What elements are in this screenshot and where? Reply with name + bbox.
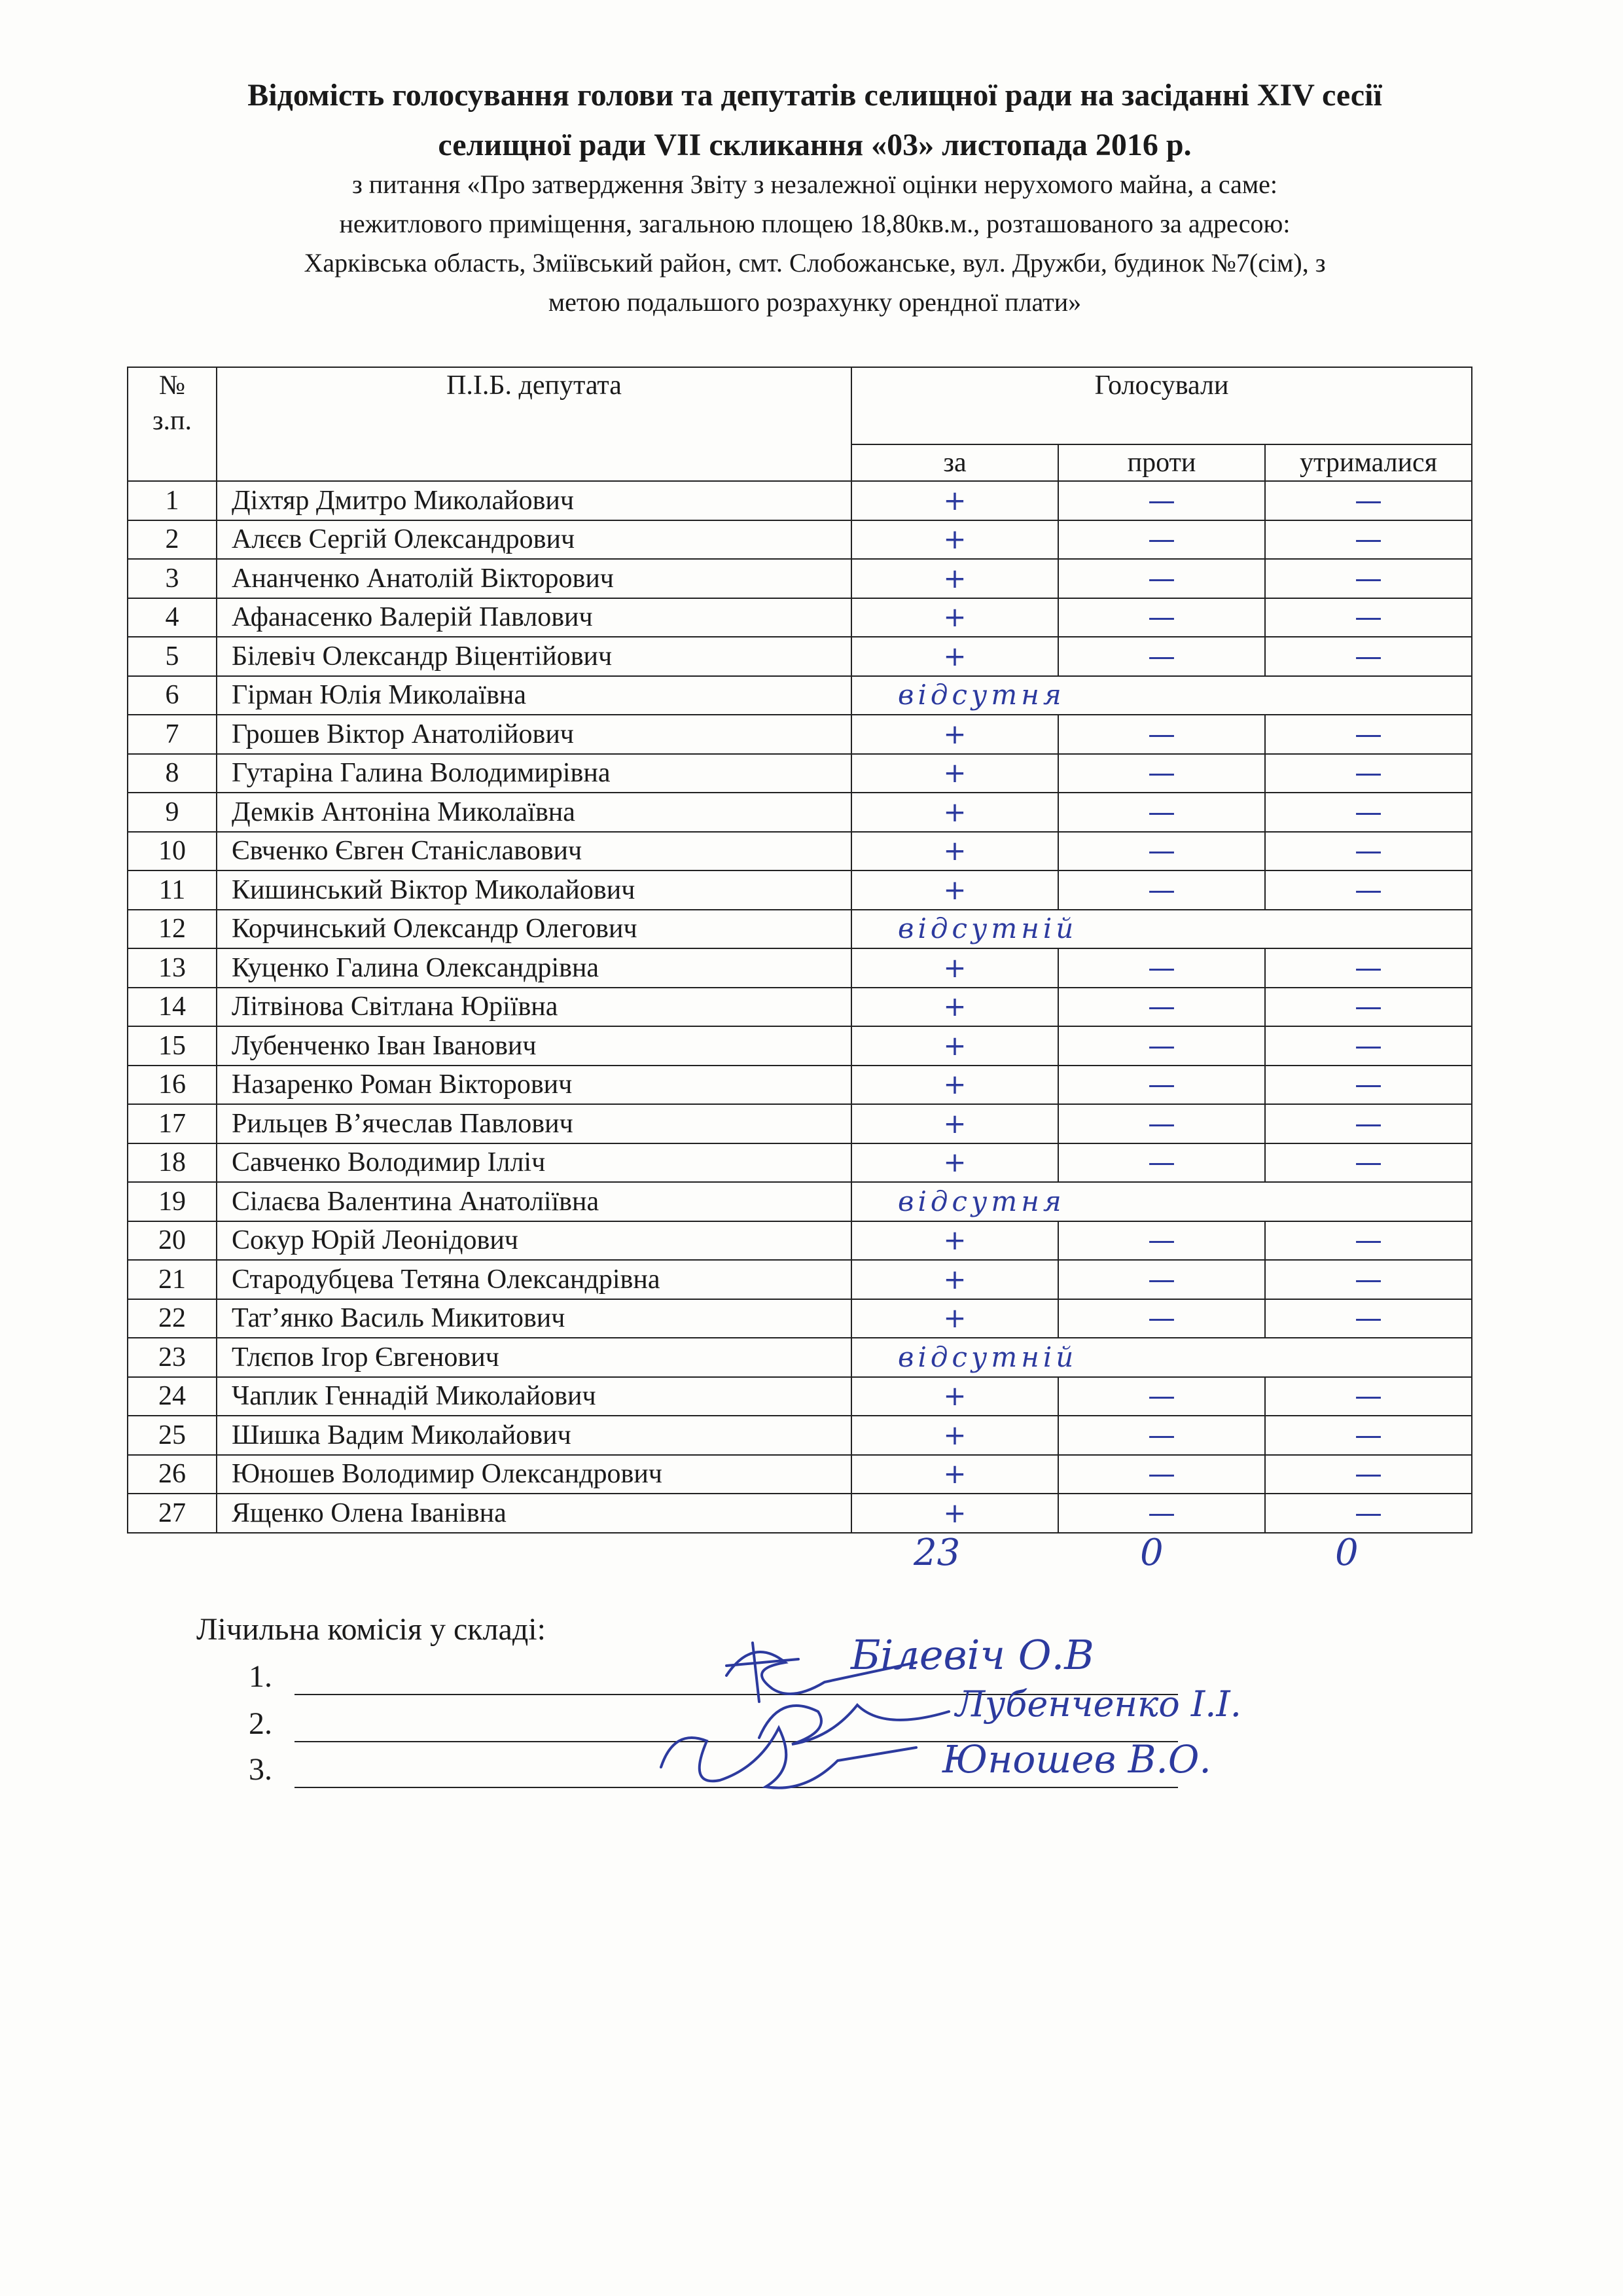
row-number: 25 (128, 1416, 217, 1455)
row-number: 5 (128, 637, 217, 676)
title-line-2: селищної ради VII скликання «03» листопада 2016 р. (438, 128, 1192, 162)
vote-for-mark: + (851, 1143, 1058, 1183)
vote-against-mark: — (1058, 1377, 1265, 1416)
deputy-name: Савченко Володимир Ілліч (217, 1143, 851, 1183)
row-number: 19 (128, 1182, 217, 1221)
absent-note: вiдсутнiй (851, 1338, 1472, 1377)
row-number: 14 (128, 988, 217, 1027)
deputy-name: Корчинський Олександр Олегович (217, 910, 851, 949)
vote-for-mark: + (851, 1377, 1058, 1416)
vote-abstained-mark: — (1265, 988, 1472, 1027)
row-number: 6 (128, 676, 217, 715)
vote-abstained-mark: — (1265, 1143, 1472, 1183)
row-number: 20 (128, 1221, 217, 1261)
absent-note: вiдсутня (851, 1182, 1472, 1221)
deputy-name: Гірман Юлія Миколаївна (217, 676, 851, 715)
total-for: 23 (914, 1532, 961, 1574)
deputy-name: Діхтяр Дмитро Миколайович (217, 481, 851, 520)
vote-against-mark: — (1058, 1221, 1265, 1261)
deputy-name: Тат’янко Василь Микитович (217, 1299, 851, 1338)
row-number: 22 (128, 1299, 217, 1338)
deputy-name: Сілаєва Валентина Анатоліївна (217, 1182, 851, 1221)
vote-against-mark: — (1058, 988, 1265, 1027)
title-line-1: Відомість голосування голови та депутатів селищної ради на засіданні XIV сесії (247, 78, 1382, 113)
vote-for-mark: + (851, 948, 1058, 988)
vote-for-mark: + (851, 1299, 1058, 1338)
col-header-name: П.І.Б. депутата (217, 367, 851, 481)
vote-abstained-mark: — (1265, 1377, 1472, 1416)
vote-for-mark: + (851, 1416, 1058, 1455)
deputy-name: Назаренко Роман Вікторович (217, 1066, 851, 1105)
deputy-name: Рильцев В’ячеслав Павлович (217, 1104, 851, 1143)
vote-for-mark: + (851, 832, 1058, 871)
vote-abstained-mark: — (1265, 1299, 1472, 1338)
vote-for-mark: + (851, 870, 1058, 910)
row-number: 26 (128, 1455, 217, 1494)
commission-number: 2. (249, 1706, 272, 1741)
vote-against-mark: — (1058, 481, 1265, 520)
total-abstained: 0 (1335, 1532, 1359, 1574)
vote-against-mark: — (1058, 637, 1265, 676)
deputy-name: Білевіч Олександр Віцентійович (217, 637, 851, 676)
signature-stroke-2 (759, 1705, 949, 1744)
row-number: 17 (128, 1104, 217, 1143)
deputy-name: Літвінова Світлана Юріївна (217, 988, 851, 1027)
vote-against-mark: — (1058, 1143, 1265, 1183)
deputy-name: Юношев Володимир Олександрович (217, 1455, 851, 1494)
commission-label: Лічильна комісія у складі: (196, 1612, 546, 1647)
deputy-name: Стародубцева Тетяна Олександрівна (217, 1260, 851, 1299)
vote-for-mark: + (851, 1494, 1058, 1533)
vote-abstained-mark: — (1265, 1416, 1472, 1455)
vote-for-mark: + (851, 1026, 1058, 1066)
vote-abstained-mark: — (1265, 793, 1472, 832)
vote-abstained-mark: — (1265, 1260, 1472, 1299)
row-number: 23 (128, 1338, 217, 1377)
row-number: 9 (128, 793, 217, 832)
row-number: 21 (128, 1260, 217, 1299)
vote-abstained-mark: — (1265, 559, 1472, 598)
vote-for-mark: + (851, 793, 1058, 832)
row-number: 2 (128, 520, 217, 560)
vote-against-mark: — (1058, 948, 1265, 988)
deputy-name: Тлєпов Ігор Євгенович (217, 1338, 851, 1377)
col-header-number: № з.п. (128, 367, 217, 481)
vote-abstained-mark: — (1265, 1455, 1472, 1494)
vote-against-mark: — (1058, 1066, 1265, 1105)
vote-for-mark: + (851, 1066, 1058, 1105)
deputy-name: Шишка Вадим Миколайович (217, 1416, 851, 1455)
row-number: 18 (128, 1143, 217, 1183)
vote-abstained-mark: — (1265, 1066, 1472, 1105)
vote-for-mark: + (851, 598, 1058, 637)
row-number: 24 (128, 1377, 217, 1416)
vote-against-mark: — (1058, 1026, 1265, 1066)
col-header-voted: Голосували (851, 367, 1472, 444)
commission-number: 1. (249, 1659, 272, 1694)
deputy-name: Сокур Юрій Леонідович (217, 1221, 851, 1261)
vote-for-mark: + (851, 1260, 1058, 1299)
row-number: 3 (128, 559, 217, 598)
vote-against-mark: — (1058, 598, 1265, 637)
subject-line-1: з питання «Про затвердження Звіту з незалежної оцінки нерухомого майна, а саме: (351, 170, 1278, 199)
vote-abstained-mark: — (1265, 637, 1472, 676)
vote-against-mark: — (1058, 1455, 1265, 1494)
vote-abstained-mark: — (1265, 481, 1472, 520)
vote-abstained-mark: — (1265, 870, 1472, 910)
vote-against-mark: — (1058, 1416, 1265, 1455)
deputy-name: Гутаріна Галина Володимирівна (217, 754, 851, 793)
commission-member-1-name: Білевіч О.В (851, 1631, 1094, 1679)
vote-against-mark: — (1058, 1104, 1265, 1143)
deputy-name: Грошев Віктор Анатолійович (217, 715, 851, 754)
row-number: 16 (128, 1066, 217, 1105)
vote-against-mark: — (1058, 754, 1265, 793)
vote-abstained-mark: — (1265, 832, 1472, 871)
vote-for-mark: + (851, 1104, 1058, 1143)
row-number: 11 (128, 870, 217, 910)
deputy-name: Ященко Олена Іванівна (217, 1494, 851, 1533)
vote-abstained-mark: — (1265, 1494, 1472, 1533)
vote-for-mark: + (851, 1221, 1058, 1261)
vote-for-mark: + (851, 637, 1058, 676)
deputy-name: Чаплик Геннадій Миколайович (217, 1377, 851, 1416)
row-number: 10 (128, 832, 217, 871)
col-header-for: за (851, 444, 1058, 481)
vote-abstained-mark: — (1265, 598, 1472, 637)
vote-against-mark: — (1058, 793, 1265, 832)
commission-number: 3. (249, 1752, 272, 1787)
vote-for-mark: + (851, 754, 1058, 793)
vote-against-mark: — (1058, 870, 1265, 910)
vote-abstained-mark: — (1265, 1221, 1472, 1261)
vote-against-mark: — (1058, 559, 1265, 598)
deputy-name: Алєєв Сергій Олександрович (217, 520, 851, 560)
vote-against-mark: — (1058, 1299, 1265, 1338)
absent-note: вiдсутнiй (851, 910, 1472, 949)
deputy-name: Євченко Євген Станіславович (217, 832, 851, 871)
vote-abstained-mark: — (1265, 715, 1472, 754)
deputy-name: Демків Антоніна Миколаївна (217, 793, 851, 832)
commission-member-2-name: Лубенченко І.І. (955, 1683, 1241, 1725)
col-header-abstained: утрималися (1265, 444, 1472, 481)
vote-for-mark: + (851, 559, 1058, 598)
row-number: 13 (128, 948, 217, 988)
row-number: 1 (128, 481, 217, 520)
deputy-name: Куценко Галина Олександрівна (217, 948, 851, 988)
vote-abstained-mark: — (1265, 1104, 1472, 1143)
vote-against-mark: — (1058, 520, 1265, 560)
vote-against-mark: — (1058, 715, 1265, 754)
col-header-against: проти (1058, 444, 1265, 481)
vote-against-mark: — (1058, 1260, 1265, 1299)
vote-for-mark: + (851, 988, 1058, 1027)
commission-member-3-name: Юношев В.О. (942, 1737, 1211, 1782)
absent-note: вiдсутня (851, 676, 1472, 715)
subject-line-2: нежитлового приміщення, загальною площею 18,80кв.м., розташованого за адресою: (339, 209, 1291, 238)
row-number: 8 (128, 754, 217, 793)
row-number: 7 (128, 715, 217, 754)
vote-for-mark: + (851, 481, 1058, 520)
signature-stroke-3 (661, 1728, 916, 1788)
vote-abstained-mark: — (1265, 754, 1472, 793)
row-number: 12 (128, 910, 217, 949)
subject-line-4: метою подальшого розрахунку орендної плати» (548, 287, 1082, 317)
deputy-name: Лубенченко Іван Іванович (217, 1026, 851, 1066)
deputy-name: Афанасенко Валерій Павлович (217, 598, 851, 637)
total-against: 0 (1140, 1532, 1164, 1574)
deputy-name: Ананченко Анатолій Вікторович (217, 559, 851, 598)
subject-line-3: Харківська область, Зміївський район, смт. Слобожанське, вул. Дружби, будинок №7(сім), з (304, 248, 1326, 278)
vote-abstained-mark: — (1265, 520, 1472, 560)
vote-abstained-mark: — (1265, 948, 1472, 988)
vote-abstained-mark: — (1265, 1026, 1472, 1066)
vote-for-mark: + (851, 1455, 1058, 1494)
vote-for-mark: + (851, 715, 1058, 754)
row-number: 4 (128, 598, 217, 637)
vote-against-mark: — (1058, 832, 1265, 871)
vote-against-mark: — (1058, 1494, 1265, 1533)
deputy-name: Кишинський Віктор Миколайович (217, 870, 851, 910)
row-number: 15 (128, 1026, 217, 1066)
vote-for-mark: + (851, 520, 1058, 560)
row-number: 27 (128, 1494, 217, 1533)
